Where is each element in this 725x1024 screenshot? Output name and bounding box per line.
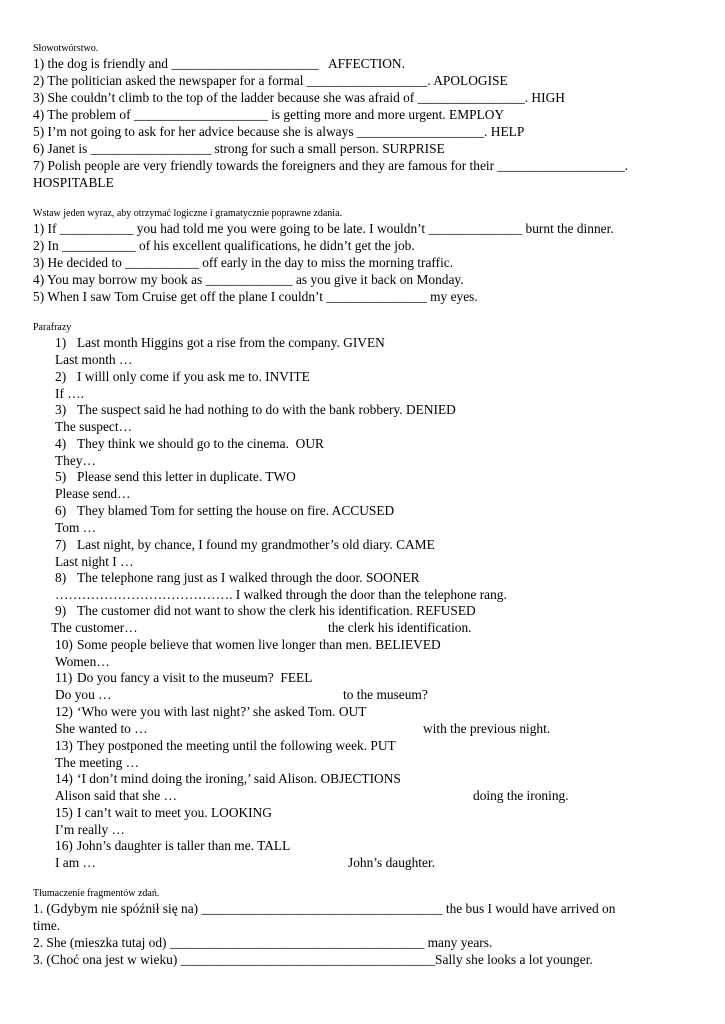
word-formation-line: 4) The problem of ____________________ is getting more and more urgent. EMPLOY: [33, 107, 505, 122]
item-sentence: I willl only come if you ask me to. INVITE: [77, 369, 310, 384]
item-sentence: The customer did not want to show the clerk his identification. REFUSED: [77, 603, 476, 618]
item-sentence: ‘I don’t mind doing the ironing,’ said Alison. OBJECTIONS: [77, 771, 401, 786]
item-sentence: They think we should go to the cinema. OUR: [77, 436, 324, 451]
item-number: 13): [55, 738, 73, 753]
translation-line: 3. (Choć ona jest w wieku) ______________________________________Sally she looks a lot younger.: [33, 952, 593, 967]
item-number: 3): [55, 402, 67, 417]
word-formation-line: 5) I’m not going to ask for her advice because she is always ___________________. HELP: [33, 124, 525, 139]
item-sentence: Do you fancy a visit to the museum? FEEL: [77, 670, 313, 685]
item-number: 16): [55, 838, 73, 853]
word-formation-line: 6) Janet is __________________ strong for such a small person. SURPRISE: [33, 141, 445, 156]
item-answer-start: They…: [55, 453, 96, 468]
item-answer-start: The customer…: [51, 620, 138, 635]
item-sentence: John’s daughter is taller than me. TALL: [77, 838, 291, 853]
item-answer-end: doing the ironing.: [473, 788, 569, 803]
item-sentence: They postponed the meeting until the following week. PUT: [77, 738, 396, 753]
item-number: 1): [55, 335, 67, 350]
translation-line: 2. She (mieszka tutaj od) ______________________________________ many years.: [33, 935, 493, 950]
item-answer-start: Women…: [55, 654, 110, 669]
item-answer-start: Please send…: [55, 486, 131, 501]
fill-word-line: 2) In ___________ of his excellent qualifications, he didn’t get the job.: [33, 238, 415, 253]
item-sentence: The suspect said he had nothing to do with the bank robbery. DENIED: [77, 402, 456, 417]
item-sentence: They blamed Tom for setting the house on fire. ACCUSED: [77, 503, 395, 518]
section-heading-paraphrase: Parafrazy: [33, 322, 72, 333]
item-answer-end: John’s daughter.: [348, 855, 436, 870]
item-sentence: ‘Who were you with last night?’ she asked Tom. OUT: [77, 704, 367, 719]
fill-word-line: 5) When I saw Tom Cruise get off the plane I couldn’t _______________ my eyes.: [33, 289, 478, 304]
item-answer-start: Tom …: [55, 520, 97, 535]
word-formation-line: 7) Polish people are very friendly towards the foreigners and they are famous for their ___________________.: [33, 158, 628, 173]
word-formation-line: HOSPITABLE: [33, 175, 114, 190]
item-answer-end: with the previous night.: [423, 721, 551, 736]
item-sentence: Last month Higgins got a rise from the company. GIVEN: [77, 335, 385, 350]
item-sentence: Please send this letter in duplicate. TWO: [77, 469, 296, 484]
item-number: 9): [55, 603, 67, 618]
translation-line: 1. (Gdybym nie spóźnił się na) ____________________________________ the bus I would have arrived on: [33, 901, 616, 916]
item-number: 5): [55, 469, 67, 484]
item-sentence: Some people believe that women live longer than men. BELIEVED: [77, 637, 441, 652]
item-answer-end: the clerk his identification.: [328, 620, 472, 635]
item-number: 4): [55, 436, 67, 451]
section-heading-fill-word: Wstaw jeden wyraz, aby otrzymać logiczne i gramatycznie poprawne zdania.: [33, 208, 343, 219]
word-formation-line: 1) the dog is friendly and ______________________ AFFECTION.: [33, 56, 405, 71]
item-number: 15): [55, 805, 73, 820]
item-number: 11): [55, 670, 73, 685]
translation-line: time.: [33, 918, 61, 933]
item-answer-start: …………………………………. I walked through the door than the telephone rang.: [55, 587, 507, 602]
fill-word-line: 3) He decided to ___________ off early in the day to miss the morning traffic.: [33, 255, 454, 270]
item-answer-start: I am …: [55, 855, 96, 870]
item-answer-start: Alison said that she …: [55, 788, 177, 803]
item-answer-end: to the museum?: [343, 687, 428, 702]
item-sentence: The telephone rang just as I walked through the door. SOONER: [77, 570, 420, 585]
item-answer-start: The meeting …: [55, 755, 140, 770]
item-number: 7): [55, 537, 67, 552]
fill-word-line: 4) You may borrow my book as _____________ as you give it back on Monday.: [33, 272, 464, 287]
item-number: 8): [55, 570, 67, 585]
section-heading-translation: Tłumaczenie fragmentów zdań.: [33, 888, 160, 899]
item-answer-start: Last night I …: [55, 554, 134, 569]
item-answer-start: Do you …: [55, 687, 112, 702]
item-sentence: Last night, by chance, I found my grandmother’s old diary. CAME: [77, 537, 435, 552]
item-number: 14): [55, 771, 73, 786]
item-answer-start: I’m really …: [55, 822, 125, 837]
fill-word-line: 1) If ___________ you had told me you were going to be late. I wouldn’t ______________ burnt the dinner.: [33, 221, 614, 236]
item-number: 6): [55, 503, 67, 518]
item-answer-start: The suspect…: [55, 419, 132, 434]
item-number: 2): [55, 369, 67, 384]
section-heading-word-formation: Słowotwórstwo.: [33, 43, 99, 54]
item-number: 12): [55, 704, 73, 719]
word-formation-line: 3) She couldn’t climb to the top of the ladder because she was afraid of ________________. HIGH: [33, 90, 565, 105]
item-number: 10): [55, 637, 73, 652]
item-sentence: I can’t wait to meet you. LOOKING: [77, 805, 272, 820]
item-answer-start: Last month …: [55, 352, 133, 367]
word-formation-line: 2) The politician asked the newspaper for a formal __________________. APOLOGISE: [33, 73, 508, 88]
item-answer-start: If ….: [55, 386, 85, 401]
item-answer-start: She wanted to …: [55, 721, 148, 736]
